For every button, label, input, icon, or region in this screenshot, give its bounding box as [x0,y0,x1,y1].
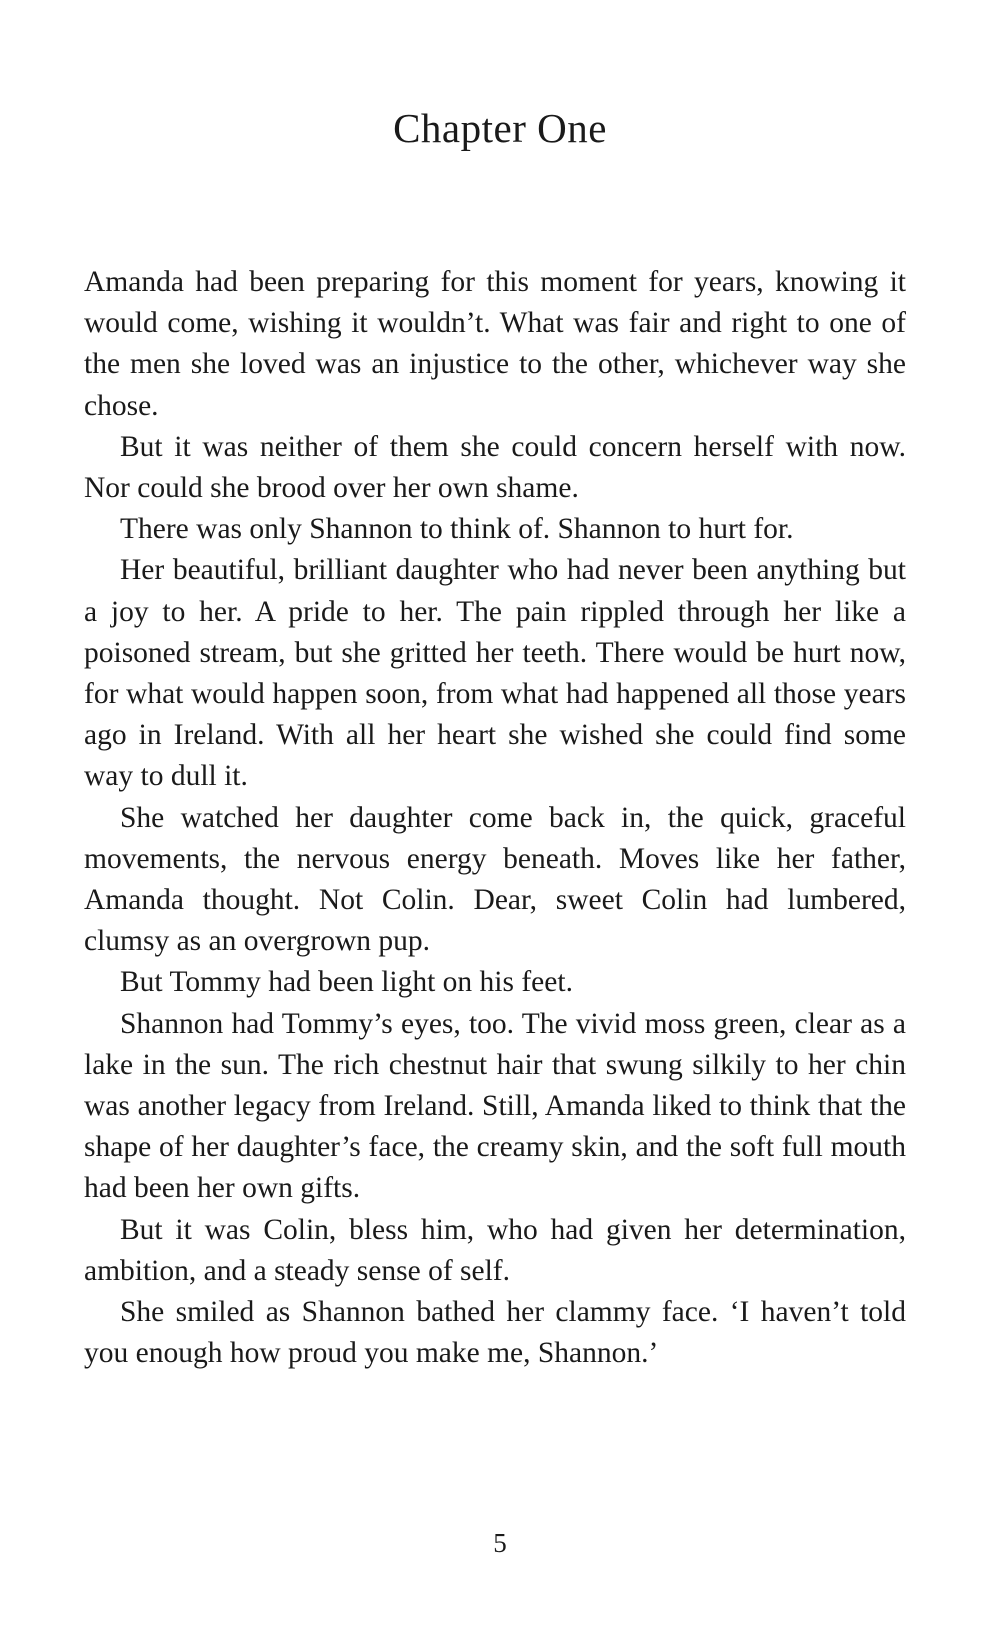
paragraph: Amanda had been preparing for this moment for years, knowing it would come, wishing it wouldn’t. What was fair and right to one of the men she loved was an injustice to the other, whichever way she chose. [84,266,906,422]
paragraph: Her beautiful, brilliant daughter who had never been anything but a joy to her. A pride to her. The pain rippled through her like a poisoned stream, but she gritted her teeth. There would be hurt now, for what would happen soon, from what had happened all those years ago in Ireland. With all her heart she wished she could find some way to dull it. [84,554,906,793]
paragraph: But Tommy had been light on his feet. [120,966,573,999]
paragraph: She smiled as Shannon bathed her clammy face. ‘I haven’t told you enough how proud you make me, Shannon.’ [84,1296,906,1370]
page-number: 5 [493,1528,507,1558]
paragraph: Shannon had Tommy’s eyes, too. The vivid moss green, clear as a lake in the sun. The rich chestnut hair that swung silkily to her chin was another legacy from Ireland. Still, Amanda liked to think that the shape of her daughter’s face, the creamy skin, and the soft full mouth had been her own gifts. [84,1007,906,1205]
paragraph: But it was neither of them she could concern herself with now. Nor could she brood over her own shame. [84,430,906,505]
chapter-body [84,262,906,1374]
paragraph: But it was Colin, bless him, who had given her determination, ambition, and a steady sense of self. [84,1213,906,1287]
chapter-title: Chapter One [393,105,607,151]
paragraph: There was only Shannon to think of. Shannon to hurt for. [120,513,794,546]
paragraph: She watched her daughter come back in, the quick, graceful movements, the nervous energy beneath. Moves like her father, Amanda thought. Not Colin. Dear, sweet Colin had lumbered, clumsy as an overgrown pup. [84,801,906,958]
